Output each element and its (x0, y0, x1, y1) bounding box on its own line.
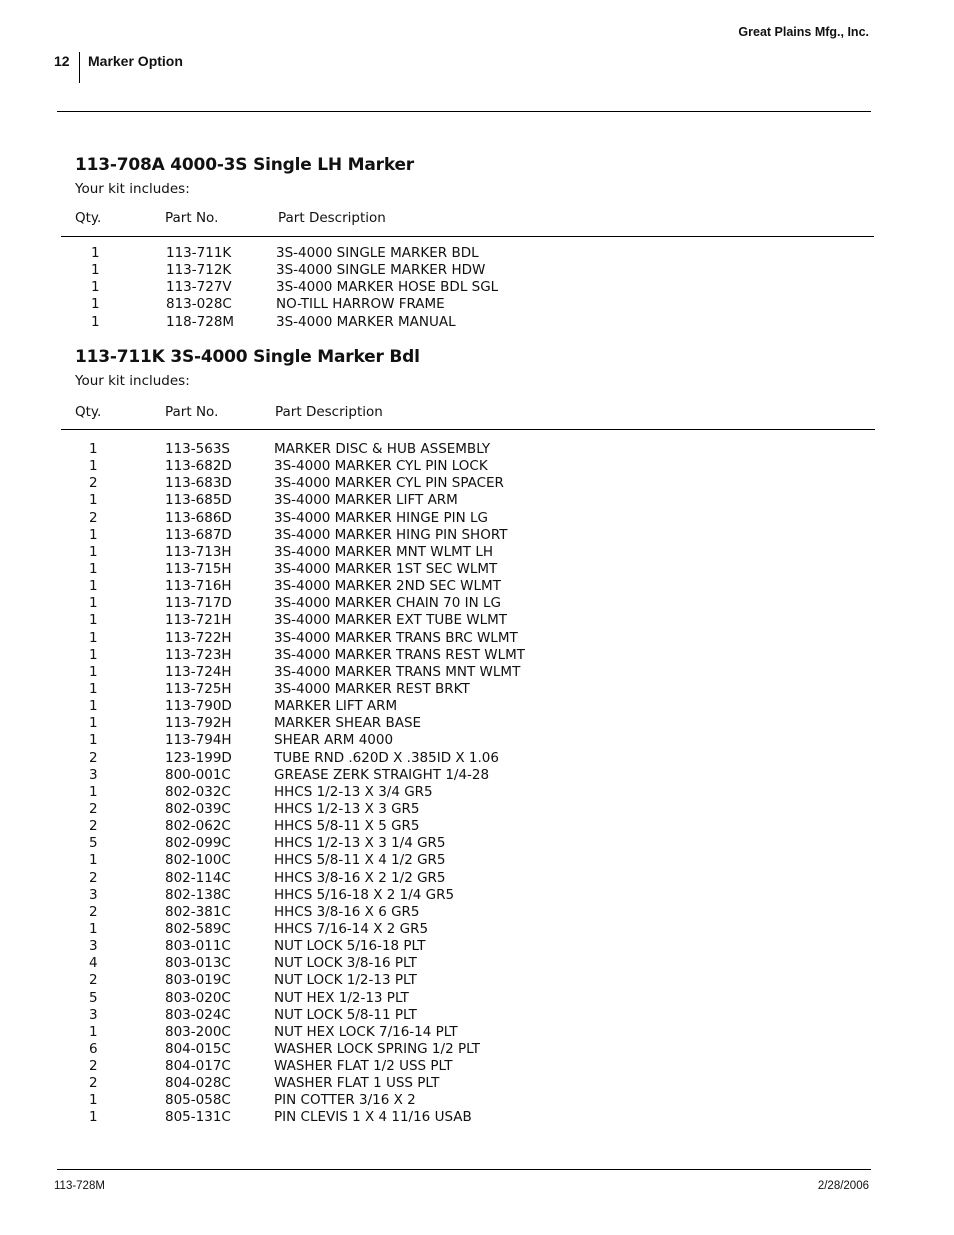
part-description-cell: SHEAR ARM 4000 (274, 732, 394, 749)
company-name: Great Plains Mfg., Inc. (738, 25, 869, 39)
part-description-cell: WASHER LOCK SPRING 1/2 PLT (274, 1040, 480, 1057)
table-row (0, 595, 954, 612)
part-description-cell: 3S-4000 MARKER MNT WLMT LH (274, 543, 494, 560)
table-row (0, 732, 954, 749)
part-number-cell: 113-713H (165, 543, 232, 560)
parts-table (0, 441, 954, 1127)
table-row (0, 527, 954, 544)
qty-cell: 1 (89, 492, 98, 509)
table-row (0, 904, 954, 921)
qty-cell: 5 (89, 835, 98, 852)
part-number-cell: 113-685D (165, 492, 232, 509)
part-number-cell: 113-711K (166, 245, 232, 261)
part-number-cell: 113-686D (165, 509, 232, 526)
table-row (0, 475, 954, 492)
part-number-cell: 113-727V (166, 279, 232, 296)
qty-cell: 1 (89, 852, 98, 869)
part-number-cell: 803-020C (165, 989, 231, 1006)
part-description-cell: HHCS 3/8-16 X 2 1/2 GR5 (274, 869, 446, 886)
qty-cell: 1 (89, 1109, 98, 1126)
qty-cell: 2 (89, 800, 98, 817)
qty-cell: 1 (89, 612, 98, 629)
column-header-desc: Part Description (275, 404, 383, 420)
part-description-cell: 3S-4000 MARKER TRANS REST WLMT (274, 646, 526, 663)
part-number-cell: 804-028C (165, 1075, 231, 1092)
table-row (0, 612, 954, 629)
table-row (0, 715, 954, 732)
qty-cell: 1 (89, 646, 98, 663)
table-row (0, 990, 954, 1007)
part-description-cell: MARKER DISC & HUB ASSEMBLY (274, 441, 491, 457)
part-description-cell: NUT LOCK 1/2-13 PLT (274, 972, 417, 989)
table-row (0, 544, 954, 561)
kit-subtitle: Your kit includes: (75, 373, 190, 389)
qty-cell: 1 (91, 313, 100, 330)
qty-cell: 1 (89, 629, 98, 646)
qty-cell: 2 (89, 818, 98, 835)
qty-cell: 3 (89, 1006, 98, 1023)
qty-cell: 2 (89, 509, 98, 526)
table-row (0, 835, 954, 852)
column-header-desc: Part Description (278, 210, 386, 226)
qty-cell: 2 (89, 749, 98, 766)
table-row (0, 296, 954, 313)
part-description-cell: MARKER LIFT ARM (274, 698, 398, 715)
table-row (0, 698, 954, 715)
table-row (0, 955, 954, 972)
part-description-cell: PIN CLEVIS 1 X 4 11/16 USAB (274, 1109, 472, 1126)
table-row (0, 578, 954, 595)
page-number: 12 (54, 53, 70, 69)
qty-cell: 1 (91, 296, 100, 313)
part-number-cell: 113-682D (165, 458, 232, 475)
column-header-qty: Qty. (75, 404, 102, 420)
part-description-cell: 3S-4000 MARKER REST BRKT (274, 680, 470, 697)
part-number-cell: 113-717D (165, 595, 232, 612)
qty-cell: 1 (89, 663, 98, 680)
qty-cell: 1 (89, 595, 98, 612)
part-number-cell: 113-687D (165, 526, 232, 543)
qty-cell: 1 (89, 458, 98, 475)
table-row (0, 1041, 954, 1058)
part-description-cell: TUBE RND .620D X .385ID X 1.06 (274, 749, 499, 766)
part-description-cell: 3S-4000 MARKER HING PIN SHORT (274, 526, 508, 543)
column-header-part: Part No. (165, 404, 219, 420)
part-number-cell: 802-589C (165, 920, 231, 937)
kit-title: 113-708A 4000-3S Single LH Marker (75, 155, 414, 175)
table-row (0, 279, 954, 296)
qty-cell: 1 (91, 262, 100, 279)
part-description-cell: HHCS 5/16-18 X 2 1/4 GR5 (274, 886, 455, 903)
qty-cell: 2 (89, 475, 98, 492)
table-row (0, 1092, 954, 1109)
part-number-cell: 113-722H (165, 629, 232, 646)
table-row (0, 1109, 954, 1126)
part-description-cell: 3S-4000 MARKER TRANS MNT WLMT (274, 663, 521, 680)
part-number-cell: 805-058C (165, 1092, 231, 1109)
qty-cell: 2 (89, 1058, 98, 1075)
part-description-cell: 3S-4000 MARKER 2ND SEC WLMT (274, 578, 501, 595)
column-header-part: Part No. (165, 210, 219, 226)
part-description-cell: NUT HEX LOCK 7/16-14 PLT (274, 1023, 458, 1040)
qty-cell: 3 (89, 938, 98, 955)
part-number-cell: 113-790D (165, 698, 232, 715)
qty-cell: 4 (89, 955, 98, 972)
part-description-cell: NUT HEX 1/2-13 PLT (274, 989, 409, 1006)
part-number-cell: 113-794H (165, 732, 232, 749)
part-description-cell: 3S-4000 MARKER CYL PIN SPACER (274, 475, 504, 492)
qty-cell: 2 (89, 869, 98, 886)
part-description-cell: HHCS 1/2-13 X 3 GR5 (274, 800, 420, 817)
part-description-cell: MARKER SHEAR BASE (274, 715, 422, 732)
table-row (0, 767, 954, 784)
part-number-cell: 802-099C (165, 835, 231, 852)
qty-cell: 1 (89, 715, 98, 732)
table-row (0, 492, 954, 509)
table-row (0, 441, 954, 458)
table-row (0, 1007, 954, 1024)
part-number-cell: 113-721H (165, 612, 232, 629)
header-separator (79, 52, 80, 83)
part-number-cell: 123-199D (165, 749, 232, 766)
part-number-cell: 802-138C (165, 886, 231, 903)
qty-cell: 3 (89, 886, 98, 903)
column-header-qty: Qty. (75, 210, 102, 226)
qty-cell: 1 (89, 732, 98, 749)
part-description-cell: 3S-4000 MARKER 1ST SEC WLMT (274, 560, 498, 577)
qty-cell: 5 (89, 989, 98, 1006)
part-number-cell: 113-723H (165, 646, 232, 663)
part-number-cell: 803-019C (165, 972, 231, 989)
qty-cell: 1 (89, 783, 98, 800)
part-number-cell: 113-683D (165, 475, 232, 492)
part-description-cell: WASHER FLAT 1/2 USS PLT (274, 1058, 453, 1075)
part-number-cell: 805-131C (165, 1109, 231, 1126)
part-description-cell: HHCS 5/8-11 X 4 1/2 GR5 (274, 852, 446, 869)
table-row (0, 561, 954, 578)
qty-cell: 6 (89, 1040, 98, 1057)
part-number-cell: 800-001C (165, 766, 231, 783)
table-row (0, 750, 954, 767)
table-row (0, 1058, 954, 1075)
table-row (0, 245, 954, 262)
part-number-cell: 804-017C (165, 1058, 231, 1075)
qty-cell: 1 (89, 543, 98, 560)
table-row (0, 314, 954, 331)
part-number-cell: 803-024C (165, 1006, 231, 1023)
part-description-cell: 3S-4000 MARKER HINGE PIN LG (274, 509, 489, 526)
table-row (0, 938, 954, 955)
qty-cell: 2 (89, 903, 98, 920)
part-number-cell: 803-011C (165, 938, 231, 955)
part-number-cell: 113-563S (165, 441, 230, 457)
table-row (0, 1075, 954, 1092)
part-description-cell: 3S-4000 MARKER TRANS BRC WLMT (274, 629, 518, 646)
table-row (0, 630, 954, 647)
part-description-cell: 3S-4000 MARKER MANUAL (276, 313, 456, 330)
part-description-cell: 3S-4000 SINGLE MARKER HDW (276, 262, 486, 279)
part-description-cell: WASHER FLAT 1 USS PLT (274, 1075, 440, 1092)
part-description-cell: 3S-4000 MARKER CYL PIN LOCK (274, 458, 488, 475)
qty-cell: 1 (91, 279, 100, 296)
table-row (0, 681, 954, 698)
table-row (0, 818, 954, 835)
table-row (0, 921, 954, 938)
part-number-cell: 803-200C (165, 1023, 231, 1040)
part-description-cell: PIN COTTER 3/16 X 2 (274, 1092, 416, 1109)
qty-cell: 1 (89, 680, 98, 697)
header-rule (57, 111, 871, 112)
part-description-cell: NO-TILL HARROW FRAME (276, 296, 445, 313)
part-number-cell: 803-013C (165, 955, 231, 972)
part-description-cell: HHCS 1/2-13 X 3 1/4 GR5 (274, 835, 446, 852)
part-number-cell: 802-100C (165, 852, 231, 869)
part-number-cell: 113-715H (165, 560, 232, 577)
qty-cell: 3 (89, 766, 98, 783)
part-description-cell: 3S-4000 MARKER LIFT ARM (274, 492, 458, 509)
table-row (0, 801, 954, 818)
table-row (0, 852, 954, 869)
table-row (0, 887, 954, 904)
part-description-cell: HHCS 1/2-13 X 3/4 GR5 (274, 783, 433, 800)
table-row (0, 458, 954, 475)
table-row (0, 870, 954, 887)
part-description-cell: 3S-4000 SINGLE MARKER BDL (276, 245, 479, 261)
part-number-cell: 804-015C (165, 1040, 231, 1057)
part-number-cell: 113-725H (165, 680, 232, 697)
qty-cell: 1 (89, 441, 98, 457)
qty-cell: 1 (89, 578, 98, 595)
part-number-cell: 802-381C (165, 903, 231, 920)
table-row (0, 1024, 954, 1041)
part-number-cell: 113-724H (165, 663, 232, 680)
qty-cell: 2 (89, 1075, 98, 1092)
table-row (0, 647, 954, 664)
footer-date: 2/28/2006 (817, 1180, 869, 1192)
part-description-cell: NUT LOCK 3/8-16 PLT (274, 955, 417, 972)
table-row (0, 510, 954, 527)
table-header-rule (61, 236, 874, 237)
part-number-cell: 802-032C (165, 783, 231, 800)
part-number-cell: 813-028C (166, 296, 232, 313)
part-description-cell: HHCS 7/16-14 X 2 GR5 (274, 920, 429, 937)
part-description-cell: 3S-4000 MARKER EXT TUBE WLMT (274, 612, 508, 629)
qty-cell: 1 (89, 698, 98, 715)
table-header-rule (61, 429, 875, 430)
qty-cell: 1 (89, 526, 98, 543)
kit-title: 113-711K 3S-4000 Single Marker Bdl (75, 347, 420, 367)
table-row (0, 972, 954, 989)
qty-cell: 2 (89, 972, 98, 989)
qty-cell: 1 (89, 1023, 98, 1040)
kit-subtitle: Your kit includes: (75, 181, 190, 197)
part-description-cell: HHCS 5/8-11 X 5 GR5 (274, 818, 420, 835)
table-row (0, 784, 954, 801)
table-row (0, 664, 954, 681)
part-number-cell: 113-712K (166, 262, 232, 279)
qty-cell: 1 (89, 1092, 98, 1109)
part-number-cell: 802-039C (165, 800, 231, 817)
part-number-cell: 802-114C (165, 869, 231, 886)
part-number-cell: 118-728M (166, 313, 235, 330)
part-description-cell: HHCS 3/8-16 X 6 GR5 (274, 903, 420, 920)
qty-cell: 1 (89, 560, 98, 577)
footer-rule (57, 1169, 871, 1170)
part-description-cell: 3S-4000 MARKER HOSE BDL SGL (276, 279, 499, 296)
part-description-cell: NUT LOCK 5/16-18 PLT (274, 938, 426, 955)
qty-cell: 1 (89, 920, 98, 937)
part-description-cell: NUT LOCK 5/8-11 PLT (274, 1006, 417, 1023)
part-number-cell: 113-716H (165, 578, 232, 595)
part-number-cell: 802-062C (165, 818, 231, 835)
section-name: Marker Option (88, 53, 183, 69)
part-description-cell: 3S-4000 MARKER CHAIN 70 IN LG (274, 595, 502, 612)
parts-table (0, 245, 954, 331)
footer-manual-number: 113-728M (54, 1180, 105, 1192)
part-description-cell: GREASE ZERK STRAIGHT 1/4-28 (274, 766, 490, 783)
table-row (0, 262, 954, 279)
qty-cell: 1 (91, 245, 100, 261)
part-number-cell: 113-792H (165, 715, 232, 732)
